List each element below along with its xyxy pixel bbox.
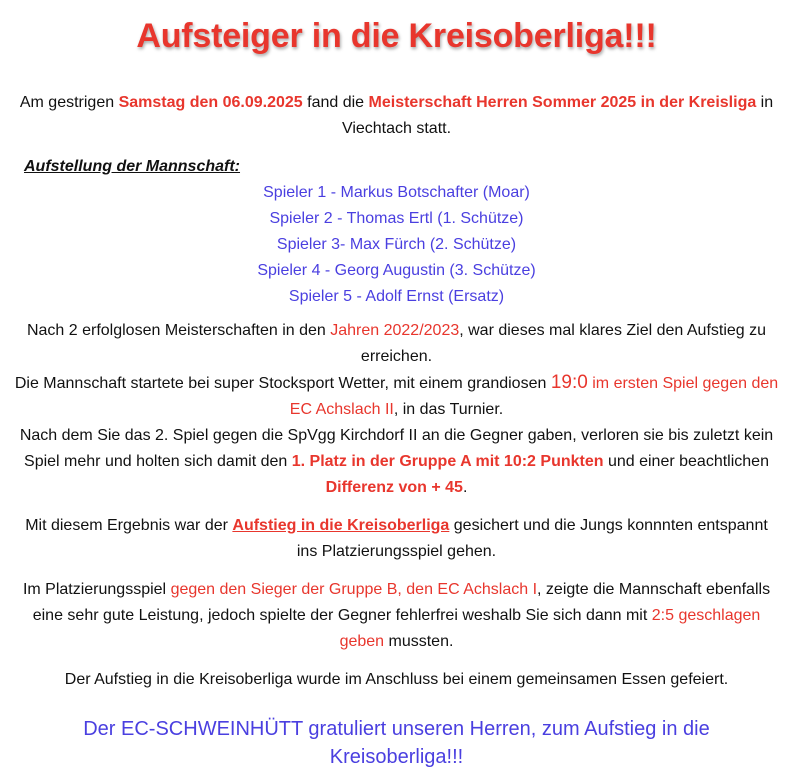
paragraph-goal <box>14 318 779 370</box>
placement-text-pre: Im Platzierungsspiel <box>22 581 171 598</box>
goal-text-pre: Nach 2 erfolglosen Meisterschaften in den <box>26 322 331 339</box>
player-item: Spieler 2 - Thomas Ertl (1. Schütze) <box>269 210 524 227</box>
intro-text-mid: fand die <box>302 94 369 111</box>
page-title: Aufsteiger in die Kreisoberliga!!! <box>136 17 657 55</box>
intro-text-pre: Am gestrigen <box>19 94 119 111</box>
start-text-post: , in das Turnier. <box>393 401 504 418</box>
goal-years: Jahren 2022/2023 <box>330 322 460 339</box>
placement-text-mid: , zeigte die Mannschaft ebenfalls eine sehr gute Leistung, jedoch spielte der Gegner fehlerfrei weshalb Sie sich dann mit <box>32 581 771 624</box>
closing-congratulation: Der EC-SCHWEINHÜTT gratuliert unseren Herren, zum Aufstieg in die Kreisoberliga!!! <box>83 718 710 768</box>
promotion-link[interactable]: Aufstieg in die Kreisoberliga <box>232 517 450 534</box>
promotion-text-pre: Mit diesem Ergebnis war der <box>25 517 233 534</box>
results-text-pre: Nach dem Sie das 2. Spiel gegen die SpVgg Kirchdorf II an die Gegner gaben, verloren sie bis zuletzt kein Spiel mehr und holten sich damit den <box>19 427 774 470</box>
lineup-heading: Aufstellung der Mannschaft: <box>24 158 241 175</box>
placement-result: 2:5 geschlagen geben <box>339 607 761 650</box>
player-item: Spieler 5 - Adolf Ernst (Ersatz) <box>288 288 505 305</box>
player-list <box>14 180 779 310</box>
results-text-mid: und einer beachtlichen <box>603 453 769 470</box>
player-item: Spieler 4 - Georg Augustin (3. Schütze) <box>257 262 536 279</box>
paragraph-celebration: Der Aufstieg in die Kreisoberliga wurde im Anschluss bei einem gemeinsamen Essen gefeiert. <box>64 671 729 688</box>
goal-text-post: , war dieses mal klares Ziel den Aufstieg zu erreichen. <box>360 322 767 365</box>
results-text-post: . <box>462 479 468 496</box>
results-place: 1. Platz in der Gruppe A mit 10:2 Punkten <box>291 453 604 470</box>
placement-opponent: gegen den Sieger der Gruppe B, den EC Achslach I <box>170 581 538 598</box>
intro-text-post: in Viechtach statt. <box>341 94 774 137</box>
paragraph-results <box>14 423 779 501</box>
player-item: Spieler 3- Max Fürch (2. Schütze) <box>276 236 517 253</box>
paragraph-placement <box>14 577 779 655</box>
results-difference: Differenz von + 45 <box>325 479 463 496</box>
start-text-pre: Die Mannschaft startete bei super Stocksport Wetter, mit einem grandiosen <box>14 375 551 392</box>
paragraph-start <box>14 370 779 423</box>
placement-text-post: mussten. <box>384 633 454 650</box>
intro-date: Samstag den 06.09.2025 <box>118 94 303 111</box>
start-score: 19:0 <box>550 372 588 393</box>
promotion-text-post: gesichert und die Jungs konnnten entspannt ins Platzierungsspiel gehen. <box>296 517 768 560</box>
paragraph-promotion <box>14 513 779 565</box>
intro-event: Meisterschaft Herren Sommer 2025 in der Kreisliga <box>368 94 757 111</box>
start-game: im ersten Spiel gegen den EC Achslach II <box>289 375 779 418</box>
player-item: Spieler 1 - Markus Botschafter (Moar) <box>263 184 530 201</box>
intro-paragraph <box>14 90 779 142</box>
